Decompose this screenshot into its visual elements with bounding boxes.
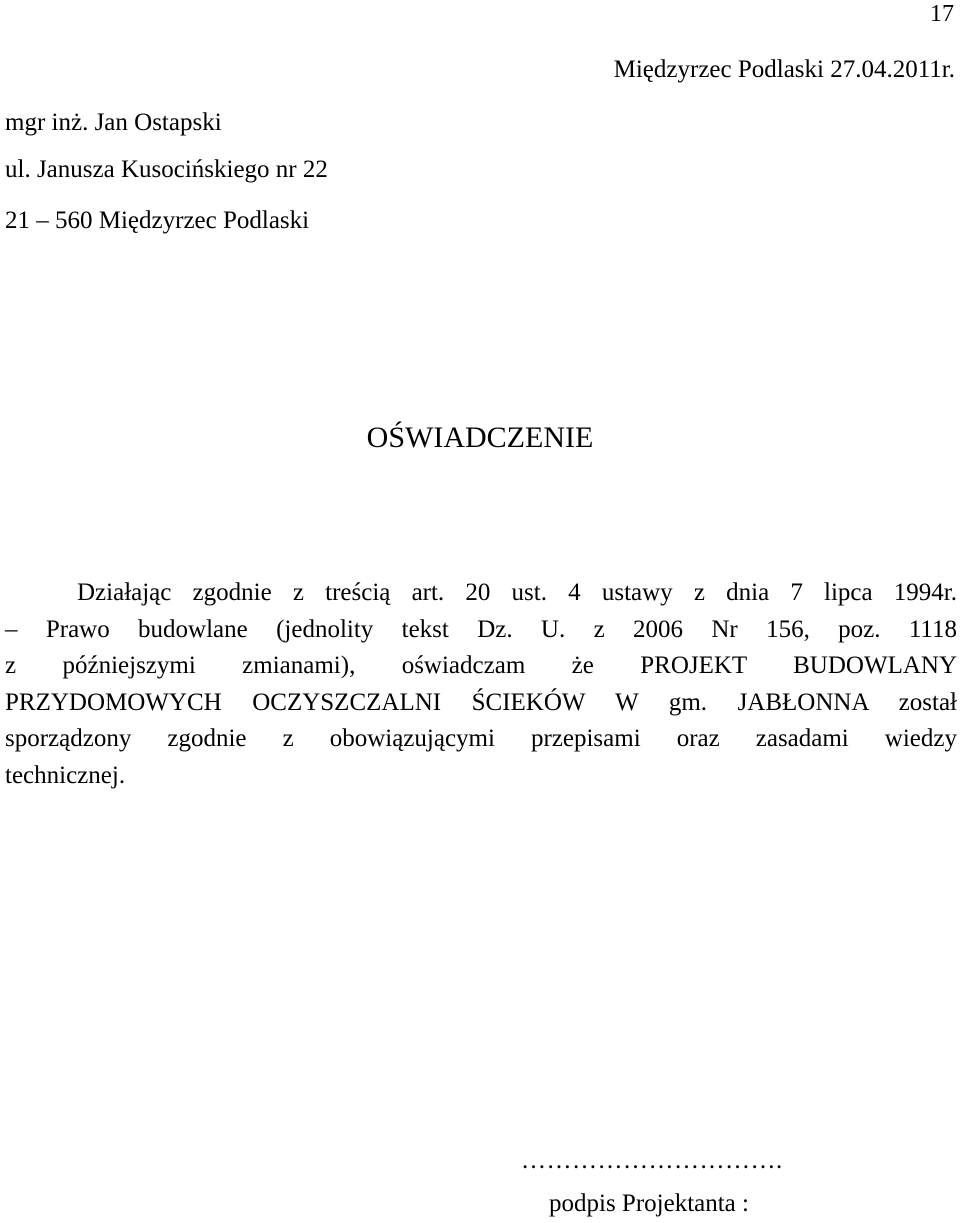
page-number: 17: [930, 1, 954, 27]
place-date: Międzyrzec Podlaski 27.04.2011r.: [613, 56, 955, 83]
sender-name: mgr inż. Jan Ostapski: [5, 109, 222, 136]
sender-street: ul. Janusza Kusocińskiego nr 22: [5, 156, 328, 183]
statement-line: technicznej.: [5, 761, 126, 789]
statement-line: sporządzony zgodnie z obowiązującymi przepisami oraz zasadami wiedzy: [5, 725, 957, 753]
statement-line: z późniejszymi zmianami), oświadczam że PROJEKT BUDOWLANY: [5, 652, 957, 680]
statement-line: PRZYDOMOWYCH OCZYSZCZALNI ŚCIEKÓW W gm. JABŁONNA został: [5, 688, 957, 716]
sender-postal-city: 21 – 560 Międzyrzec Podlaski: [5, 207, 310, 234]
signature-dotted-line: ………………………….: [521, 1147, 783, 1174]
signature-label: podpis Projektanta :: [549, 1190, 749, 1217]
statement-paragraph: [5, 575, 957, 795]
statement-line: – Prawo budowlane (jednolity tekst Dz. U. z 2006 Nr 156, poz. 1118: [5, 615, 957, 643]
document-title: OŚWIADCZENIE: [366, 421, 594, 454]
statement-line: Działając zgodnie z treścią art. 20 ust. 4 ustawy z dnia 7 lipca 1994r.: [77, 579, 957, 606]
